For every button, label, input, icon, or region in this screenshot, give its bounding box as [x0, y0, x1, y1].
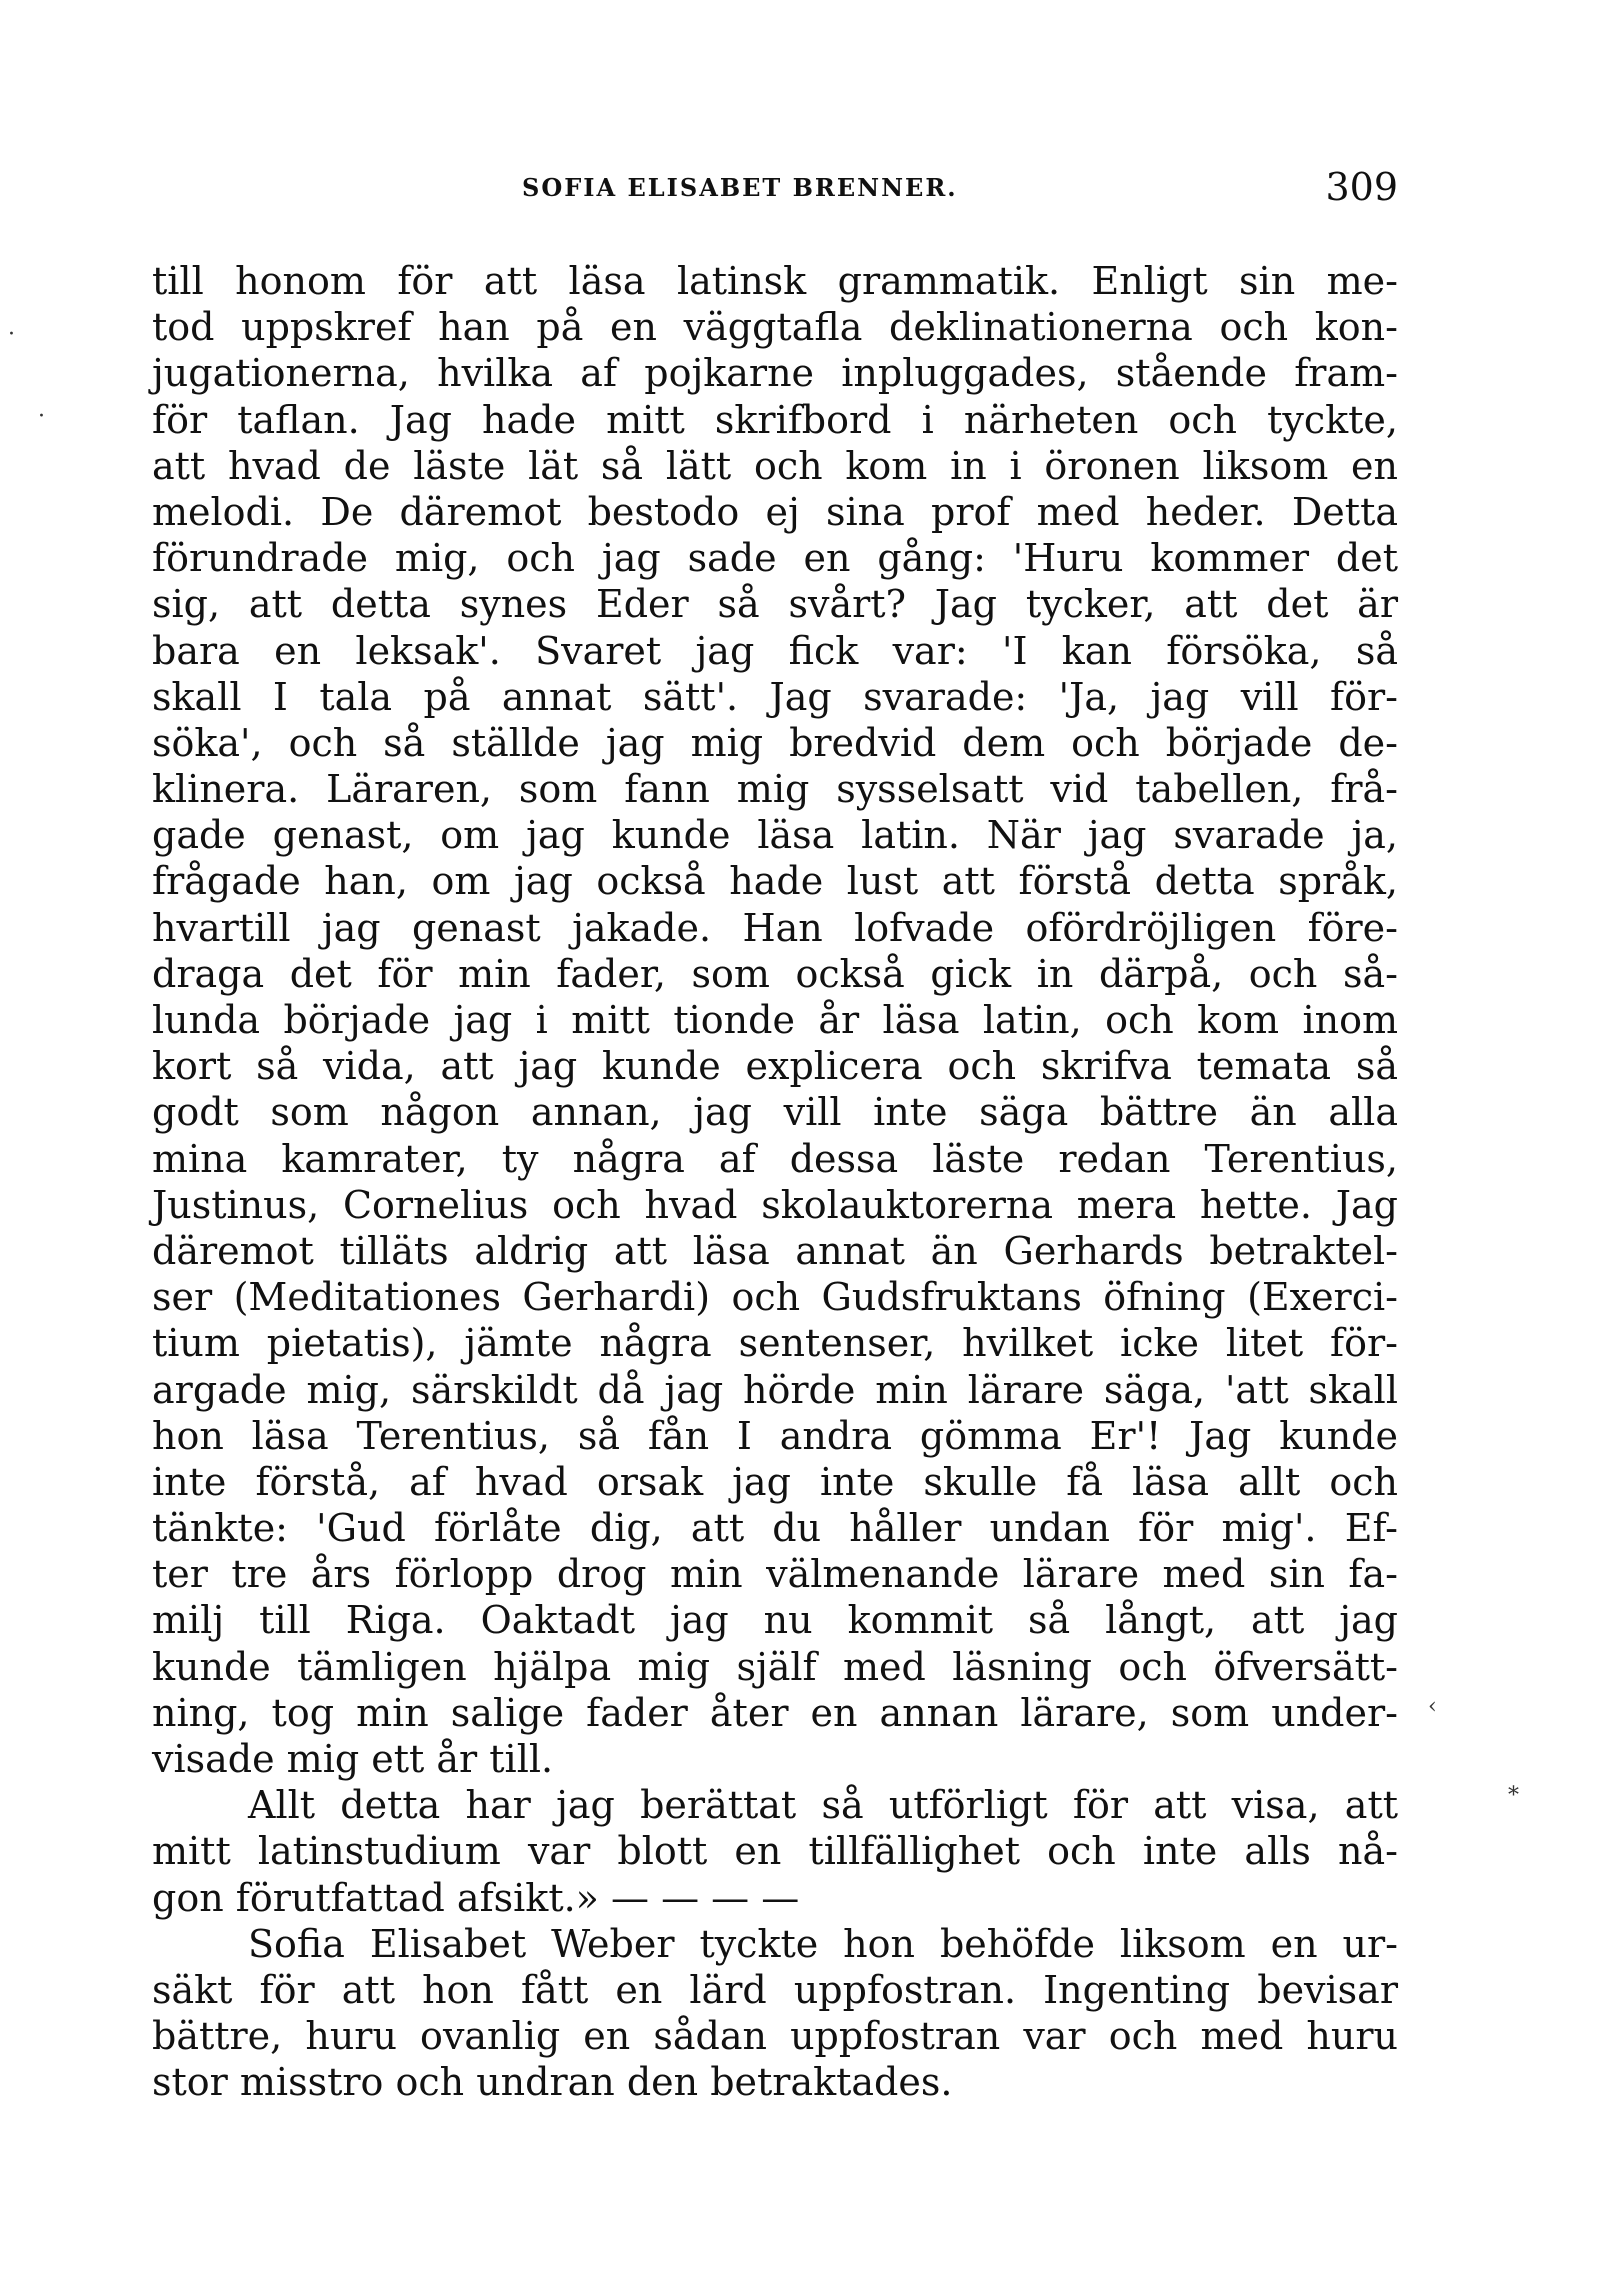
text-line: bättre, huru ovanlig en sådan uppfostran var och med huru — [152, 2014, 1398, 2059]
text-line: hon läsa Terentius, så fån I andra gömma Er'! Jag kunde — [152, 1413, 1398, 1458]
margin-speck: ⁎ — [1508, 1776, 1519, 1801]
text-line: visade mig ett år till. — [152, 1737, 554, 1781]
text-line: för taflan. Jag hade mitt skrifbord i närheten och tyckte, — [152, 397, 1398, 442]
text-line: däremot tilläts aldrig att läsa annat än Gerhards betraktel- — [152, 1228, 1398, 1273]
text-line: melodi. De däremot bestodo ej sina prof med heder. Detta — [152, 489, 1398, 534]
text-line: till honom för att läsa latinsk grammatik. Enligt sin me- — [152, 259, 1398, 303]
text-line: säkt för att hon fått en lärd uppfostran. Ingenting bevisar — [152, 1967, 1398, 2012]
text-line: argade mig, särskildt då jag hörde min lärare säga, 'att skall — [152, 1367, 1398, 1412]
text-line: tod uppskref han på en väggtafla deklinationerna och kon- — [152, 305, 1398, 350]
text-line: frågade han, om jag också hade lust att förstå detta språk, — [152, 859, 1398, 904]
text-line: jugationerna, hvilka af pojkarne inpluggades, stående fram- — [152, 351, 1398, 396]
text-line: gon förutfattad afsikt.» — — — — — [152, 1875, 800, 1920]
text-line: söka', och så ställde jag mig bredvid dem och började de- — [152, 720, 1398, 765]
margin-speck: · — [38, 404, 45, 429]
text-line: Sofia Elisabet Weber tyckte hon behöfde liksom en ur- — [248, 1921, 1398, 1966]
text-line: inte förstå, af hvad orsak jag inte skulle få läsa allt och — [152, 1459, 1398, 1504]
text-line: hvartill jag genast jakade. Han lofvade ofördröjligen före- — [152, 905, 1398, 950]
text-line: Justinus, Cornelius och hvad skolauktorerna mera hette. Jag — [152, 1182, 1398, 1227]
margin-speck: ‹ — [1428, 1694, 1437, 1719]
text-line: Allt detta har jag berättat så utförligt för att visa, att — [248, 1783, 1398, 1828]
text-line: ter tre års förlopp drog min välmenande lärare med sin fa- — [152, 1552, 1398, 1597]
text-line: tium pietatis), jämte några sentenser, hvilket icke litet för- — [152, 1321, 1398, 1366]
text-line: kunde tämligen hjälpa mig själf med läsning och öfversätt- — [152, 1644, 1398, 1689]
text-line: mina kamrater, ty några af dessa läste redan Terentius, — [152, 1136, 1398, 1181]
text-line: förundrade mig, och jag sade en gång: 'Huru kommer det — [152, 536, 1398, 581]
text-line: godt som någon annan, jag vill inte säga bättre än alla — [152, 1090, 1398, 1135]
text-line: skall I tala på annat sätt'. Jag svarade: 'Ja, jag vill för- — [152, 674, 1398, 719]
text-line: tänkte: 'Gud förlåte dig, att du håller undan för mig'. Ef- — [152, 1506, 1398, 1551]
text-line: mitt latinstudium var blott en tillfällighet och inte alls nå- — [152, 1829, 1398, 1874]
text-line: draga det för min fader, som också gick in därpå, och så- — [152, 951, 1398, 996]
body-text — [152, 258, 1398, 2106]
page-header — [152, 165, 1398, 213]
text-line: gade genast, om jag kunde läsa latin. När jag svarade ja, — [152, 813, 1398, 858]
text-line: milj till Riga. Oaktadt jag nu kommit så långt, att jag — [152, 1598, 1398, 1643]
margin-speck: · — [8, 322, 15, 347]
running-title: SOFIA ELISABET BRENNER. — [522, 173, 958, 202]
page-number: 309 — [1325, 165, 1398, 209]
text-line: ser (Meditationes Gerhardi) och Gudsfruktans öfning (Exerci- — [152, 1275, 1398, 1320]
text-line: sig, att detta synes Eder så svårt? Jag tycker, att det är — [152, 582, 1398, 627]
text-line: att hvad de läste lät så lätt och kom in i öronen liksom en — [152, 443, 1398, 488]
text-line: stor misstro och undran den betraktades. — [152, 2060, 953, 2105]
text-line: bara en leksak'. Svaret jag fick var: 'I kan försöka, så — [152, 628, 1398, 673]
text-line: ning, tog min salige fader åter en annan lärare, som under- — [152, 1690, 1398, 1735]
text-line: klinera. Läraren, som fann mig sysselsatt vid tabellen, frå- — [152, 767, 1398, 812]
text-line: kort så vida, att jag kunde explicera och skrifva temata så — [152, 1044, 1398, 1089]
text-line: lunda började jag i mitt tionde år läsa latin, och kom inom — [152, 998, 1398, 1042]
